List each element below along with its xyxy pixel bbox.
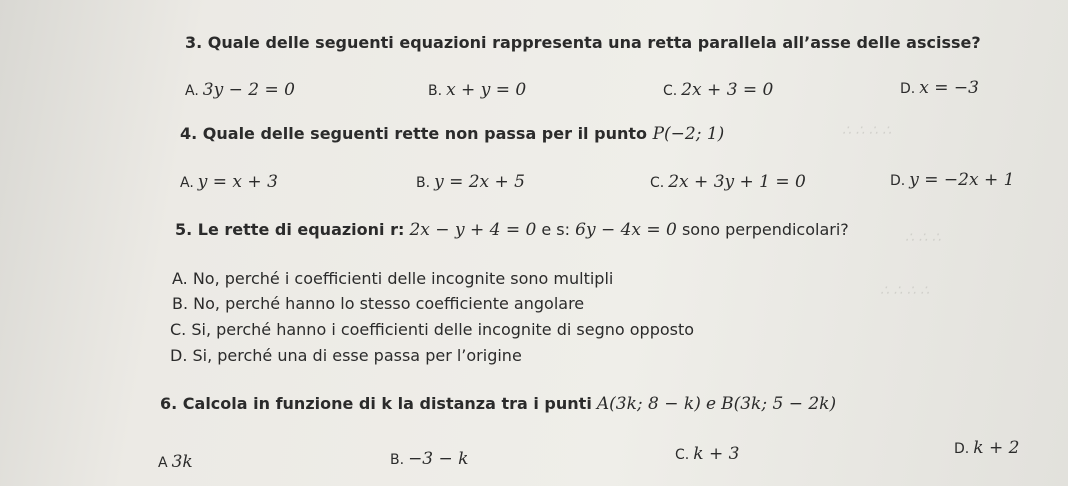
option-expression: k + 3 bbox=[693, 444, 740, 464]
question-6-conjunction: e bbox=[705, 394, 717, 414]
question-6-stem: 6. Calcola in funzione di k la distanza tra i punti bbox=[160, 394, 592, 413]
q5-option-b: B. No, perché hanno lo stesso coefficiente angolare bbox=[172, 294, 585, 313]
q6-option-b bbox=[390, 449, 468, 470]
point-b: B(3k; 5 − 2k) bbox=[721, 394, 837, 414]
option-expression: x + y = 0 bbox=[446, 80, 527, 100]
question-6-text bbox=[160, 394, 836, 414]
q4-option-b bbox=[416, 172, 525, 193]
option-label: B. bbox=[416, 175, 431, 191]
option-expression: 2x + 3y + 1 = 0 bbox=[668, 172, 806, 192]
question-4-stem: 4. Quale delle seguenti rette non passa per il punto bbox=[180, 124, 647, 143]
q3-option-a bbox=[185, 80, 295, 101]
option-expression: 3y − 2 = 0 bbox=[202, 80, 295, 100]
q6-option-d bbox=[954, 438, 1019, 459]
option-expression: 3k bbox=[171, 452, 193, 472]
question-5-prefix: 5. Le rette di equazioni r: bbox=[175, 220, 405, 239]
equation-s: 6y − 4x = 0 bbox=[575, 220, 677, 240]
option-label: D. bbox=[890, 173, 906, 189]
option-label: A. bbox=[180, 175, 194, 191]
q6-option-c bbox=[675, 444, 739, 465]
q4-option-a bbox=[180, 172, 278, 193]
point-a: A(3k; 8 − k) bbox=[596, 394, 701, 414]
q3-option-c bbox=[663, 80, 773, 101]
option-label: D. bbox=[900, 81, 916, 97]
option-expression: y = 2x + 5 bbox=[434, 172, 525, 192]
option-expression: y = x + 3 bbox=[197, 172, 278, 192]
option-label: C. bbox=[675, 447, 690, 463]
option-expression: 2x + 3 = 0 bbox=[681, 80, 774, 100]
q3-option-d bbox=[900, 78, 979, 99]
equation-r: 2x − y + 4 = 0 bbox=[409, 220, 537, 240]
option-label: A. bbox=[185, 83, 199, 99]
show-through-text: ∴ ∴ ∴ ∴ bbox=[842, 123, 891, 139]
question-5-suffix: sono perpendicolari? bbox=[681, 220, 849, 239]
show-through-text: ∴ ∴ ∴ ∴ bbox=[880, 283, 929, 299]
question-5-text bbox=[175, 220, 849, 240]
option-expression: x = −3 bbox=[919, 78, 979, 98]
option-label: A bbox=[158, 455, 168, 471]
question-3-text: 3. Quale delle seguenti equazioni rappresenta una retta parallela all’asse delle ascisse? bbox=[185, 33, 981, 52]
option-label: B. bbox=[428, 83, 443, 99]
show-through-text: ∴ ∴ ∴ bbox=[905, 230, 941, 246]
option-expression: k + 2 bbox=[973, 438, 1020, 458]
q5-option-a: A. No, perché i coefficienti delle incognite sono multipli bbox=[172, 269, 614, 288]
q6-option-a bbox=[158, 452, 193, 473]
q4-option-c bbox=[650, 172, 806, 193]
option-expression: −3 − k bbox=[408, 449, 469, 469]
option-expression: y = −2x + 1 bbox=[909, 170, 1015, 190]
option-label: D. bbox=[954, 441, 970, 457]
q5-option-d: D. Si, perché una di esse passa per l’origine bbox=[170, 346, 522, 365]
q5-option-c: C. Si, perché hanno i coefficienti delle incognite di segno opposto bbox=[170, 320, 695, 339]
option-label: B. bbox=[390, 452, 405, 468]
question-4-text bbox=[180, 124, 724, 144]
question-5-conjunction: e s: bbox=[541, 220, 571, 239]
q4-option-d bbox=[890, 170, 1014, 191]
option-label: C. bbox=[663, 83, 678, 99]
option-label: C. bbox=[650, 175, 665, 191]
question-4-point: P(−2; 1) bbox=[652, 124, 725, 144]
q3-option-b bbox=[428, 80, 526, 101]
